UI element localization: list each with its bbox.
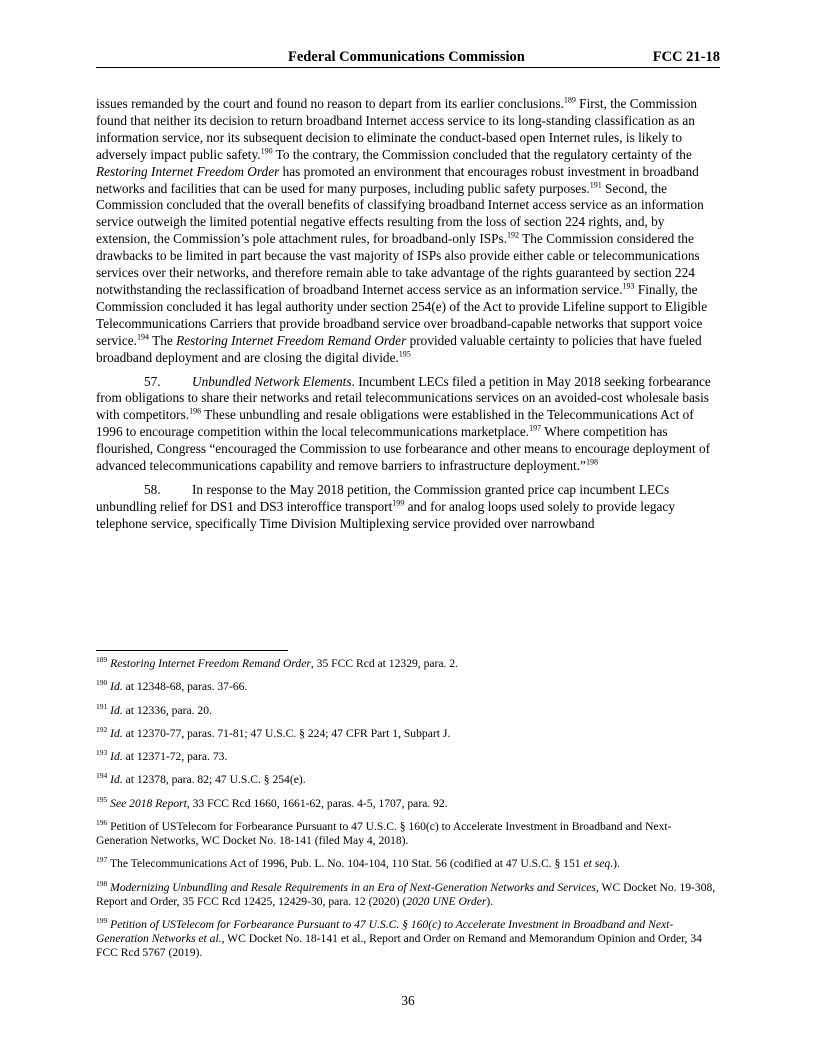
- footnote-ref[interactable]: 196: [189, 406, 202, 416]
- sentence: To the contrary, the Commission concluded that the regulatory certainty of the: [272, 146, 692, 162]
- header-doc-number: FCC 21-18: [652, 49, 720, 65]
- footnote-separator: [96, 650, 288, 651]
- footnote-number: 194: [96, 771, 108, 781]
- footnote-192: [96, 727, 720, 741]
- footnote-number: 195: [96, 794, 108, 804]
- footnote-italic: 2020 UNE Order: [406, 894, 487, 908]
- case-title: Restoring Internet Freedom Remand Order: [176, 332, 407, 348]
- sentence: . Incumbent LECs filed a petition in May 2018 seeking forbearance from obligations to share their networks and retail telecommunications services on an avoided-cost wholesale basis with competitors.: [96, 373, 711, 423]
- footnote-italic: Id.: [110, 680, 123, 694]
- footnote-199: [96, 918, 720, 960]
- footnote-number: 192: [96, 725, 108, 735]
- footnote-text: , WC Docket No. 18-141 et al., Report and Order on Remand and Memorandum Opinion and Order, 34 FCC Rcd 5767 (2019).: [96, 931, 702, 959]
- sentence: and for analog loops used solely to provide legacy telephone service, specifically Time Division Multiplexing service provided over narrowband: [96, 498, 675, 531]
- footnote-text: , 33 FCC Rcd 1660, 1661-62, paras. 4-5, 1707, para. 92.: [186, 796, 448, 810]
- sentence: Where competition has flourished, Congress “encouraged the Commission to use forbearance and other means to encourage deployment of advanced telecommunications capability and remove barriers to infrastructure deployment.”: [96, 424, 711, 474]
- footnote-italic: Id.: [110, 773, 123, 787]
- paragraph-number: 58.: [144, 481, 161, 497]
- footnote-ref[interactable]: 193: [622, 281, 635, 291]
- case-title: Restoring Internet Freedom Order: [96, 163, 280, 179]
- paragraph-heading: Unbundled Network Elements: [192, 373, 352, 389]
- footnote-italic: See 2018 Report: [110, 796, 187, 810]
- footnote-text: Petition of USTelecom for Forbearance Pursuant to 47 U.S.C. § 160(c) to Accelerate Investment in Broadband and Next-Generation Networks, WC Docket No. 18-141 (filed May 4, 2018).: [96, 820, 672, 848]
- footnote-196: [96, 820, 720, 848]
- document-page: [96, 0, 720, 1056]
- footnote-number: 189: [96, 655, 108, 665]
- footnote-ref[interactable]: 192: [507, 230, 520, 240]
- footnote-text: at 12348-68, paras. 37-66.: [122, 680, 248, 694]
- footnote-number: 193: [96, 748, 108, 758]
- footnote-italic: Modernizing Unbundling and Resale Requirements in an Era of Next-Generation Networks and Services: [110, 880, 596, 894]
- footnote-191: [96, 701, 720, 718]
- page-number: 36: [401, 993, 415, 1008]
- footnote-ref[interactable]: 199: [392, 498, 405, 508]
- sentence: The Commission considered the drawbacks to be limited in part because the vast majority of ISPs also provide either cable or telecommunications services over their networks, and therefore remain able to take advantage of the rights guaranteed by section 224 notwithstanding the reclassification of broadband Internet access service as an information service.: [96, 231, 700, 297]
- footnote-number: 197: [96, 855, 108, 865]
- footnote-ref[interactable]: 191: [589, 180, 602, 190]
- footnote-italic: Restoring Internet Freedom Remand Order: [110, 657, 311, 670]
- sentence: First, the Commission found that neither its decision to return broadband Internet access service to its long-standing classification as an information service, nor its subsequent decision to eliminate the conduct-based open Internet rules, is likely to adversely impact public safety.: [96, 96, 698, 162]
- header-agency: Federal Communications Commission: [288, 49, 525, 65]
- footnote-ref[interactable]: 189: [563, 95, 576, 105]
- body-text: [96, 96, 720, 533]
- footnote-198: [96, 878, 720, 909]
- footnote-text: at 12336, para. 20.: [122, 703, 212, 717]
- footnote-text: The Telecommunications Act of 1996, Pub. L. No. 104-104, 110 Stat. 56 (codified at 47 U.S.C. § 151: [109, 857, 584, 871]
- sentence: Finally, the Commission concluded it has legal authority under section 254(e) of the Act to provide Lifeline support to Eligible Telecommunications Carriers that provide broadband service over broadband-capable networks that support voice service.: [96, 281, 708, 348]
- footnote-ref[interactable]: 197: [529, 423, 542, 433]
- footnote-italic: Petition of USTelecom for Forbearance Pursuant to 47 U.S.C. § 160(c) to Accelerate Investment in Broadband and Next-Generation Networks et al.: [96, 917, 674, 945]
- sentence: In response to the May 2018 petition, the Commission granted price cap incumbent LECs unbundling relief for DS1 and DS3 interoffice transport: [96, 481, 670, 514]
- paragraph-57: [96, 374, 720, 475]
- footnote-number: 196: [96, 818, 108, 828]
- footnote-italic: Id.: [110, 726, 123, 740]
- footnote-italic: et seq.: [583, 857, 614, 871]
- footnote-190: [96, 680, 720, 694]
- sentence: These unbundling and resale obligations were established in the Telecommunications Act of 1996 to encourage competition within the local telecommunications marketplace.: [96, 407, 694, 440]
- footnote-text: at 12378, para. 82; 47 U.S.C. § 254(e).: [122, 773, 306, 787]
- footnote-194: [96, 773, 720, 787]
- footnote-193: [96, 750, 720, 764]
- page-header: [96, 49, 720, 68]
- footnote-ref[interactable]: 194: [136, 332, 149, 342]
- footnote-197: [96, 857, 720, 871]
- footnote-text: at 12370-77, paras. 71-81; 47 U.S.C. § 224; 47 CFR Part 1, Subpart J.: [122, 726, 451, 740]
- paragraph-continued: [96, 96, 720, 367]
- footnote-189: [96, 657, 720, 671]
- paragraph-number: 57.: [144, 373, 161, 389]
- footnote-text: ).: [613, 857, 620, 871]
- footnotes: [96, 657, 720, 969]
- footnote-number: 199: [96, 916, 108, 926]
- footnote-number: 191: [96, 701, 108, 711]
- footnote-ref[interactable]: 190: [260, 146, 273, 156]
- sentence: The: [148, 332, 177, 348]
- sentence: has promoted an environment that encourages robust investment in broadband networks and facilities that can be used for many purposes, including public safety purposes.: [96, 163, 699, 196]
- footnote-ref[interactable]: 198: [585, 457, 598, 467]
- footnote-text: at 12371-72, para. 73.: [122, 750, 228, 764]
- paragraph-58: [96, 482, 720, 533]
- footnote-195: [96, 794, 720, 811]
- footnote-text: , 35 FCC Rcd at 12329, para. 2.: [310, 657, 459, 670]
- footnote-italic: Id.: [110, 750, 123, 764]
- sentence: provided valuable certainty to policies that have fueled broadband deployment and are closing the digital divide.: [96, 332, 702, 365]
- footnote-text: , WC Docket No. 19-308, Report and Order, 35 FCC Rcd 12425, 12429-30, para. 12 (2020) (: [96, 880, 716, 908]
- footnote-text: ).: [486, 894, 494, 908]
- footnote-number: 198: [96, 878, 108, 888]
- footnote-number: 190: [96, 678, 108, 688]
- footnote-italic: Id.: [110, 703, 123, 717]
- footnote-ref[interactable]: 195: [398, 349, 411, 359]
- sentence: issues remanded by the court and found no reason to depart from its earlier conclusions.: [96, 96, 564, 111]
- sentence: Second, the Commission concluded that the overall benefits of classifying broadband Internet access service as an information service outweigh the limited potential negative effects resulting from the loss of section 224 rights, and, by extension, the Commission’s pole attachment rules, for broadband-only ISPs.: [96, 180, 704, 247]
